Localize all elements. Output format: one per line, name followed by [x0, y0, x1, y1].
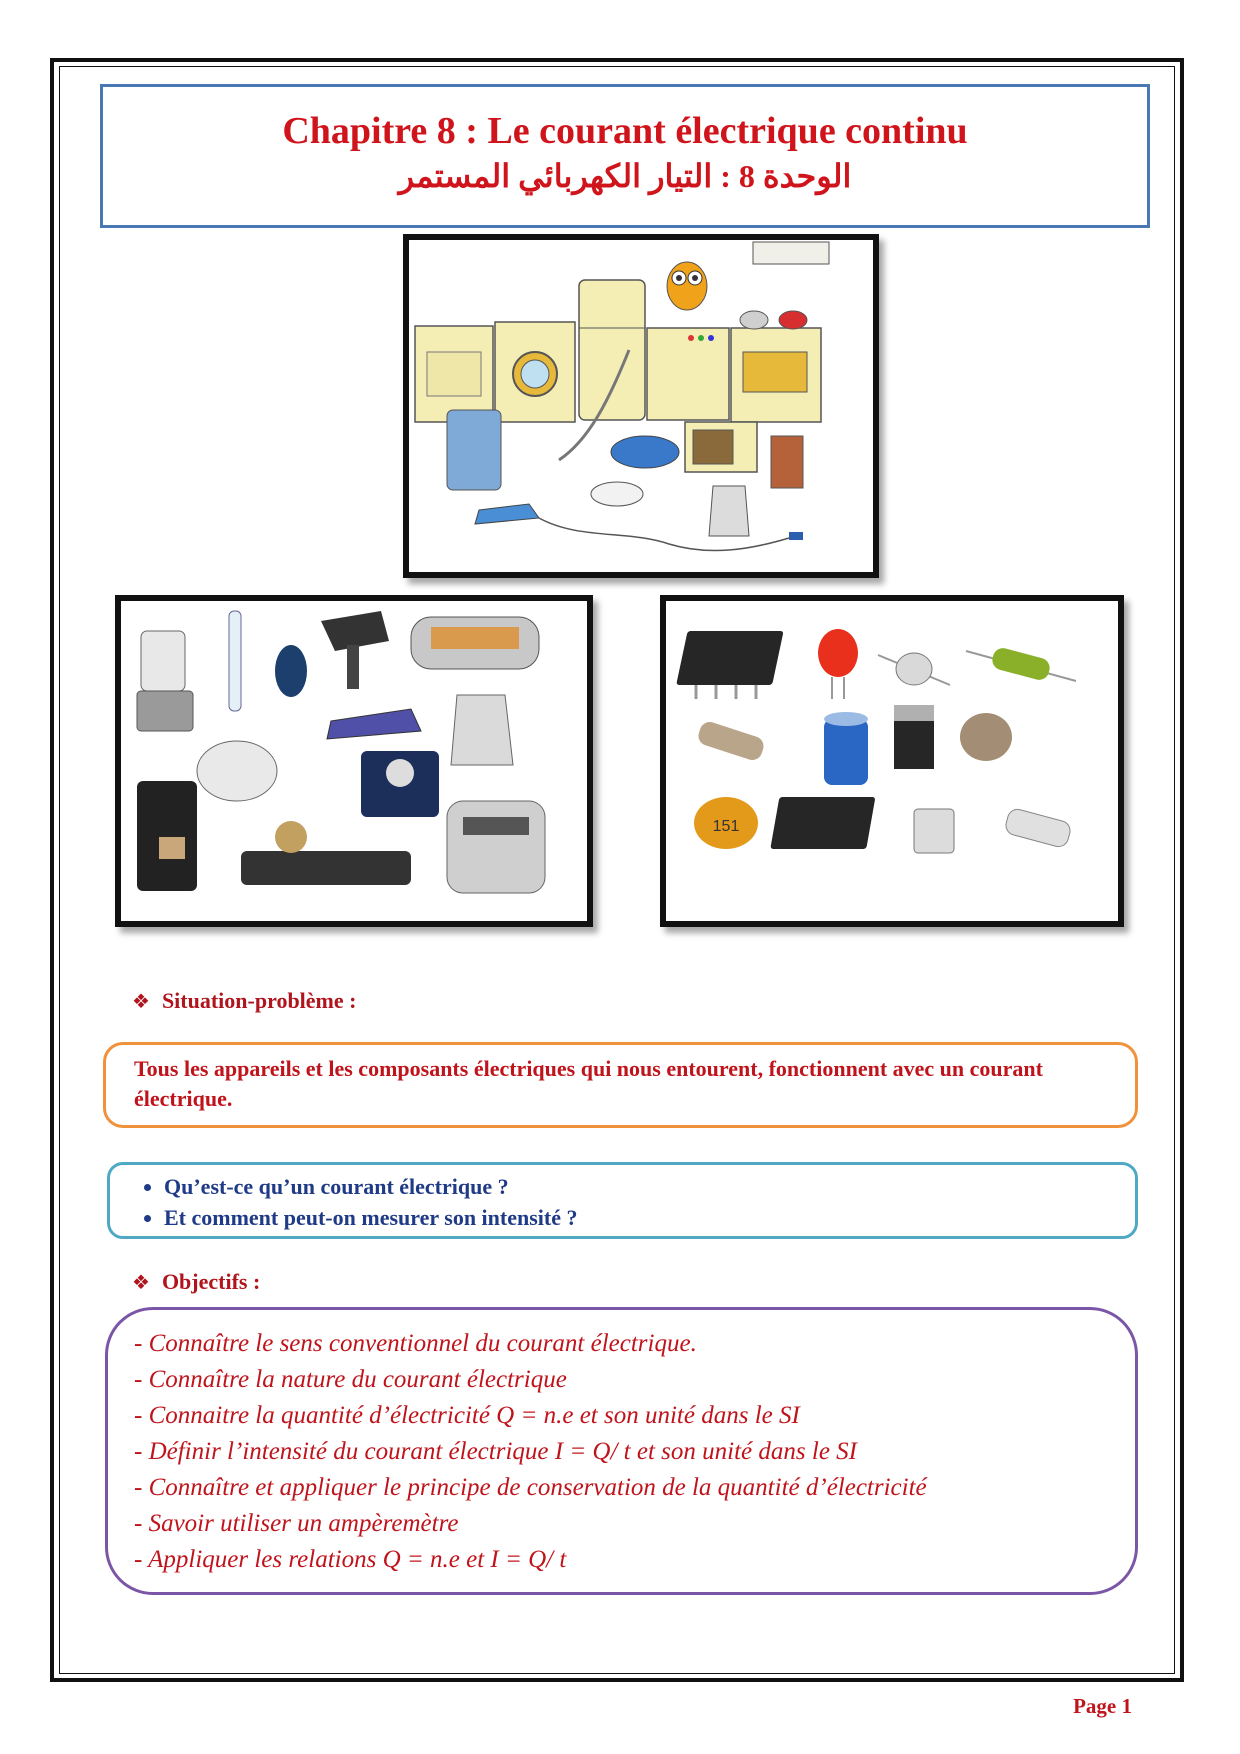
objective-item: - Savoir utiliser un ampèremètre: [134, 1510, 459, 1537]
situation-box: [103, 1042, 1138, 1128]
situation-heading: [132, 988, 356, 1014]
objectives-heading: [132, 1269, 260, 1295]
objective-item: - Appliquer les relations Q = n.e et I = Q/ t: [134, 1546, 567, 1573]
electronic-components-photo: [660, 595, 1124, 927]
situation-heading-text: Situation-problème :: [161, 988, 357, 1013]
objectives-box: [105, 1307, 1138, 1595]
components-drawing: [666, 601, 1118, 921]
questions-box: [107, 1162, 1138, 1239]
situation-text: Tous les appareils et les composants électriques qui nous entourent, fonctionnent avec un courant électrique.: [134, 1056, 1043, 1111]
diamond-bullet-icon: ❖: [132, 989, 150, 1013]
objectives-heading-text: Objectifs :: [161, 1269, 261, 1294]
title-box: [100, 84, 1150, 228]
question-item: • Qu’est-ce qu’un courant électrique ?: [164, 1171, 1135, 1202]
questions-list: [134, 1171, 1135, 1233]
objective-item: - Connaitre la quantité d’électricité Q = n.e et son unité dans le SI: [134, 1402, 800, 1429]
objective-item: - Connaître et appliquer le principe de conservation de la quantité d’électricité: [134, 1474, 927, 1501]
objective-item: - Connaître le sens conventionnel du courant électrique.: [134, 1330, 697, 1357]
objective-item: - Définir l’intensité du courant électrique I = Q/ t et son unité dans le SI: [134, 1438, 857, 1465]
question-item: • Et comment peut-on mesurer son intensité ?: [164, 1202, 1135, 1233]
objective-item: - Connaître la nature du courant électrique: [134, 1366, 567, 1393]
page-number: Page 1: [1073, 1694, 1132, 1718]
small-appliances-drawing: [121, 601, 587, 921]
capacitor-label: 151: [712, 818, 740, 835]
chapter-title: Chapitre 8 : Le courant électrique continu: [282, 110, 968, 152]
diamond-bullet-icon: ❖: [132, 1270, 150, 1294]
appliances-drawing: [409, 240, 873, 572]
appliances-illustration: [403, 234, 879, 578]
chapter-title-arabic: الوحدة 8 : التيار الكهربائي المستمر: [398, 158, 852, 194]
small-appliances-photo: [115, 595, 593, 927]
